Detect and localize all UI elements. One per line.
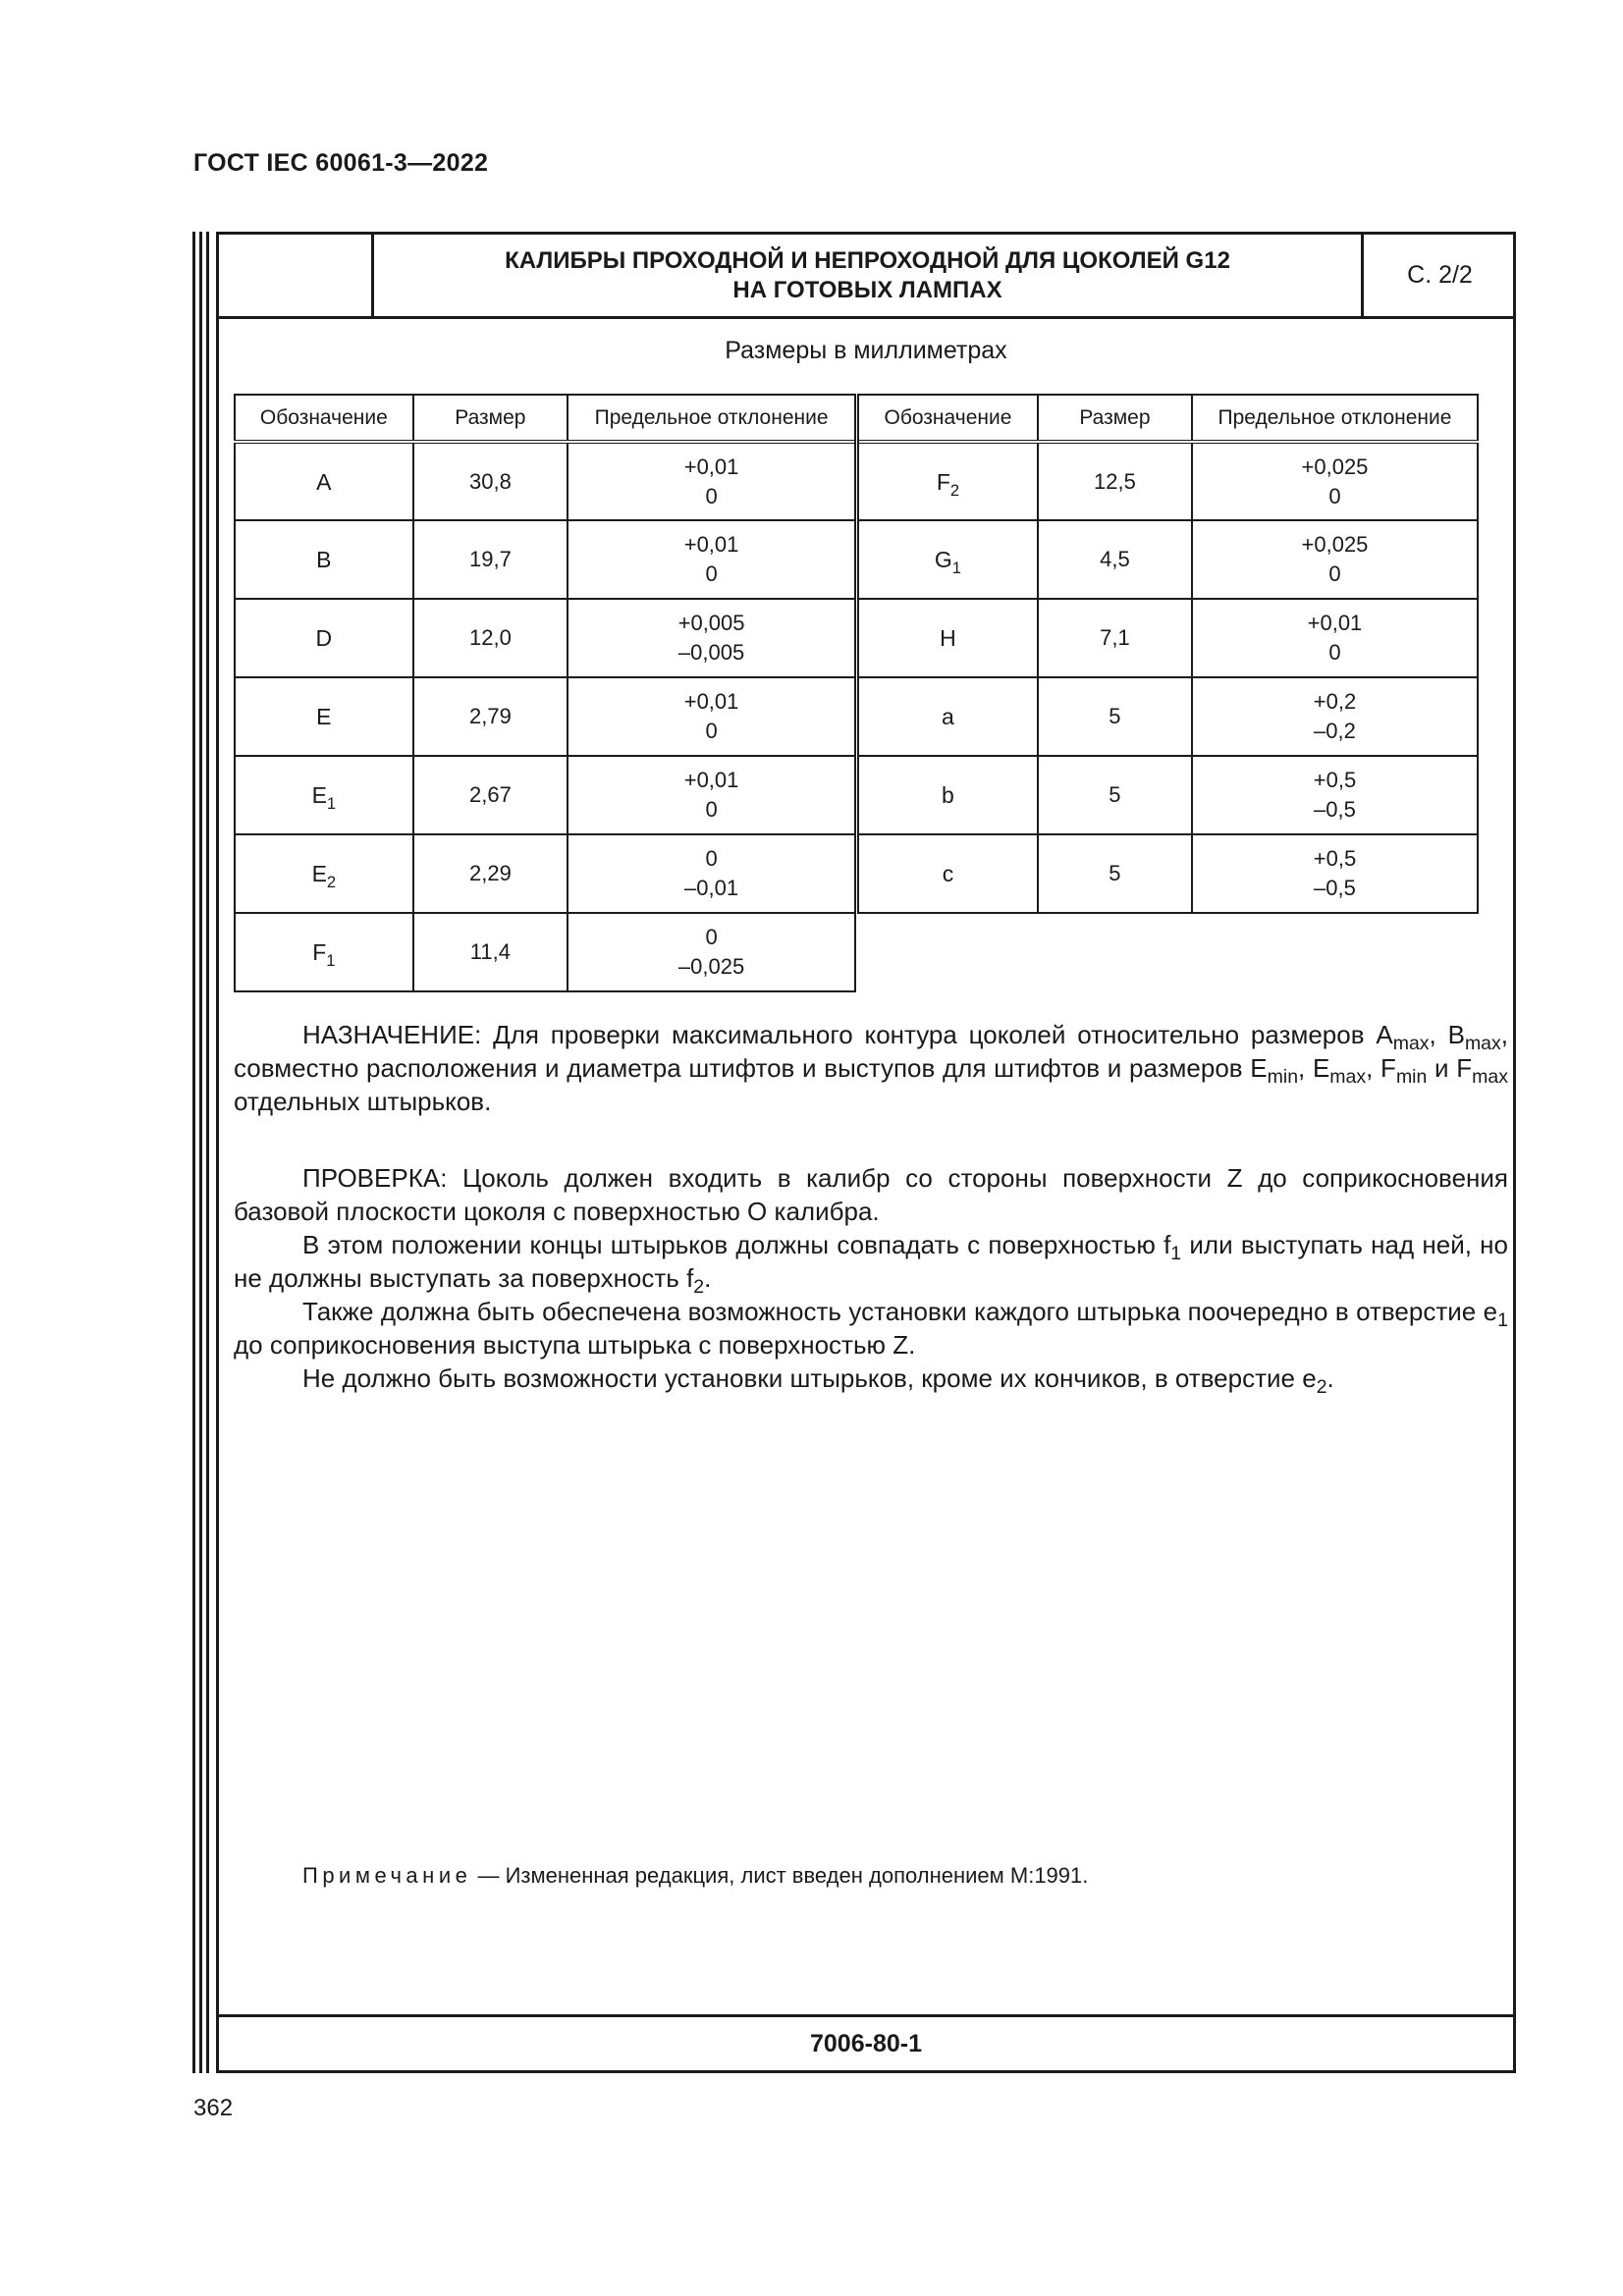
designation-letter: H [940, 625, 956, 651]
designation-subscript: 2 [949, 480, 960, 500]
designation-letter: G [934, 547, 952, 572]
subscript: max [1464, 1032, 1501, 1054]
subscript: max [1392, 1032, 1430, 1054]
size-cell: 12,5 [1038, 442, 1192, 520]
note-label: Примечание [302, 1863, 472, 1888]
tolerance-cell [568, 599, 855, 677]
tolerance-upper: +0,005 [677, 611, 745, 635]
title-line-2: НА ГОТОВЫХ ЛАМПАХ [732, 276, 1002, 303]
tolerance-lower: 0 [705, 719, 718, 743]
table-header-row [235, 395, 855, 442]
purpose-text: отдельных штырьков. [234, 1087, 492, 1116]
tolerance-upper: +0,01 [683, 689, 739, 714]
designation-cell [235, 599, 413, 677]
tolerance-upper: +0,01 [683, 532, 739, 557]
tolerance-lower: 0 [1328, 640, 1341, 665]
tolerance-cell [1192, 520, 1478, 599]
designation-letter: F [312, 939, 327, 965]
column-header-designation: Обозначение [235, 395, 413, 442]
designation-letter: E [311, 861, 327, 886]
size-cell: 5 [1038, 677, 1192, 756]
subscript: max [1472, 1065, 1508, 1088]
check-text: . [704, 1263, 712, 1293]
tolerance-lower: –0,5 [1314, 797, 1356, 822]
purpose-section [234, 1018, 1508, 1118]
tolerance-upper: +0,01 [683, 454, 739, 479]
check-text: . [1326, 1363, 1334, 1393]
table-row [235, 834, 855, 913]
tolerance-upper: +0,025 [1301, 532, 1369, 557]
designation-subscript: 1 [951, 558, 961, 577]
check-text: Также должна быть обеспечена возможность установки каждого штырька поочередно в отверстие e [302, 1297, 1498, 1326]
designation-letter: F [936, 468, 950, 495]
purpose-text: , F [1366, 1053, 1396, 1083]
tolerance-lower: –0,025 [677, 954, 745, 979]
size-cell: 2,67 [413, 756, 568, 834]
size-cell: 7,1 [1038, 599, 1192, 677]
purpose-text: и F [1427, 1053, 1473, 1083]
dimensions-table-left [234, 394, 856, 992]
subscript: min [1395, 1065, 1428, 1088]
check-section [234, 1161, 1508, 1398]
tolerance-lower: 0 [705, 797, 718, 822]
designation-cell [235, 913, 413, 991]
designation-cell [857, 834, 1038, 913]
table-row [235, 677, 855, 756]
column-header-designation: Обозначение [857, 395, 1038, 442]
check-paragraph-4 [234, 1362, 1508, 1398]
designation-cell [235, 677, 413, 756]
title-block-title-cell [374, 232, 1364, 319]
tolerance-lower: –0,005 [677, 640, 745, 665]
subscript: 1 [1170, 1242, 1182, 1264]
column-header-size: Размер [413, 395, 568, 442]
designation-cell [857, 599, 1038, 677]
column-header-tolerance: Предельное отклонение [1192, 395, 1478, 442]
column-header-tolerance: Предельное отклонение [568, 395, 855, 442]
size-cell: 5 [1038, 756, 1192, 834]
designation-cell [857, 520, 1038, 599]
check-text: Не должно быть возможности установки штырьков, кроме их кончиков, в отверстие e [302, 1363, 1317, 1393]
table-row [857, 520, 1479, 599]
designation-cell [857, 756, 1038, 834]
purpose-text: НАЗНАЧЕНИЕ: Для проверки максимального контура цоколей относительно размеров A [302, 1020, 1393, 1049]
table-row [857, 599, 1479, 677]
table-row [857, 677, 1479, 756]
designation-cell [857, 677, 1038, 756]
subscript: 2 [693, 1275, 705, 1298]
sheet-indicator: С. 2/2 [1407, 261, 1473, 289]
subscript: min [1267, 1065, 1299, 1088]
designation-cell [857, 442, 1038, 520]
check-text: или выступать над ней, но не должны выступать за поверхность f [234, 1230, 1508, 1293]
tolerance-cell [568, 442, 855, 520]
designation-letter: a [942, 704, 954, 729]
tolerance-lower: 0 [705, 483, 718, 508]
designation-letter: E [316, 704, 332, 729]
table-header-row [857, 395, 1479, 442]
document-standard-header: ГОСТ IEC 60061-3—2022 [193, 149, 489, 177]
size-cell: 19,7 [413, 520, 568, 599]
check-text: В этом положении концы штырьков должны совпадать с поверхностью f [302, 1230, 1171, 1259]
note [302, 1863, 1088, 1889]
tolerance-cell [1192, 599, 1478, 677]
designation-cell [235, 520, 413, 599]
tolerance-cell [1192, 756, 1478, 834]
table-row [235, 520, 855, 599]
check-paragraph-2 [234, 1228, 1508, 1298]
designation-letter: E [311, 782, 327, 808]
tolerance-lower: –0,2 [1314, 719, 1356, 743]
table-row [857, 756, 1479, 834]
tolerance-lower: –0,01 [684, 876, 739, 900]
tolerance-cell [568, 756, 855, 834]
tolerance-lower: 0 [1328, 483, 1341, 508]
size-cell: 5 [1038, 834, 1192, 913]
tolerance-upper: +0,2 [1313, 689, 1357, 714]
table-row [857, 442, 1479, 520]
designation-cell [235, 756, 413, 834]
tolerance-upper: 0 [705, 925, 718, 949]
tolerance-cell [1192, 442, 1478, 520]
size-cell: 30,8 [413, 442, 568, 520]
sheet-number: 7006-80-1 [810, 2029, 922, 2057]
designation-subscript: 1 [326, 793, 337, 813]
size-cell: 11,4 [413, 913, 568, 991]
table-row [857, 834, 1479, 913]
tolerance-upper: 0 [705, 846, 718, 871]
tolerance-lower: –0,5 [1314, 876, 1356, 900]
tolerance-cell [568, 913, 855, 991]
tolerance-cell [1192, 834, 1478, 913]
designation-subscript: 1 [326, 950, 336, 970]
designation-letter: D [315, 625, 333, 651]
designation-letter: c [942, 861, 954, 886]
designation-letter: A [316, 468, 332, 495]
tolerance-upper: +0,01 [683, 768, 739, 792]
table-row [235, 599, 855, 677]
size-cell: 12,0 [413, 599, 568, 677]
designation-letter: b [942, 782, 954, 808]
designation-subscript: 2 [326, 872, 337, 891]
purpose-text: , E [1298, 1053, 1330, 1083]
designation-letter: B [316, 547, 332, 572]
size-cell: 2,79 [413, 677, 568, 756]
purpose-text: , совместно расположения и диаметра штифтов и выступов для штифтов и размеров E [234, 1020, 1509, 1083]
purpose-paragraph [234, 1018, 1508, 1118]
tolerance-upper: +0,01 [1307, 611, 1363, 635]
tolerance-cell [568, 834, 855, 913]
subscript: 2 [1316, 1375, 1327, 1398]
title-block-sheet-cell [1364, 232, 1516, 319]
table-row [235, 756, 855, 834]
tolerance-cell [568, 677, 855, 756]
tolerance-upper: +0,5 [1313, 846, 1357, 871]
subscript: max [1329, 1065, 1367, 1088]
size-cell: 2,29 [413, 834, 568, 913]
tolerance-upper: +0,5 [1313, 768, 1357, 792]
tolerance-cell [1192, 677, 1478, 756]
size-cell: 4,5 [1038, 520, 1192, 599]
column-header-size: Размер [1038, 395, 1192, 442]
designation-cell [235, 442, 413, 520]
subscript: 1 [1497, 1308, 1508, 1331]
tolerance-lower: 0 [1328, 561, 1341, 586]
page-number: 362 [193, 2095, 234, 2121]
dimensions-table-right [854, 394, 1479, 914]
units-label: Размеры в миллиметрах [725, 337, 1007, 364]
tolerance-upper: +0,025 [1301, 454, 1369, 479]
table-row [235, 442, 855, 520]
binding-line-2 [199, 232, 202, 2073]
check-text: до соприкосновения выступа штырька с поверхностью Z. [234, 1330, 916, 1360]
designation-cell [235, 834, 413, 913]
check-paragraph-1: ПРОВЕРКА: Цоколь должен входить в калибр со стороны поверхности Z до соприкосновения базовой плоскости цоколя с поверхностью O калибра. [234, 1163, 1508, 1226]
page-title [505, 246, 1230, 305]
title-line-1: КАЛИБРЫ ПРОХОДНОЙ И НЕПРОХОДНОЙ ДЛЯ ЦОКОЛЕЙ G12 [505, 246, 1230, 274]
purpose-text: , B [1429, 1020, 1465, 1049]
note-text: — Измененная редакция, лист введен дополнением М:1991. [471, 1863, 1089, 1888]
table-row [235, 913, 855, 991]
title-block-empty-cell [216, 232, 374, 319]
binding-line-1 [192, 232, 195, 2073]
tolerance-lower: 0 [705, 561, 718, 586]
tolerance-cell [568, 520, 855, 599]
check-paragraph-3 [234, 1295, 1508, 1362]
binding-line-3 [206, 232, 209, 2073]
